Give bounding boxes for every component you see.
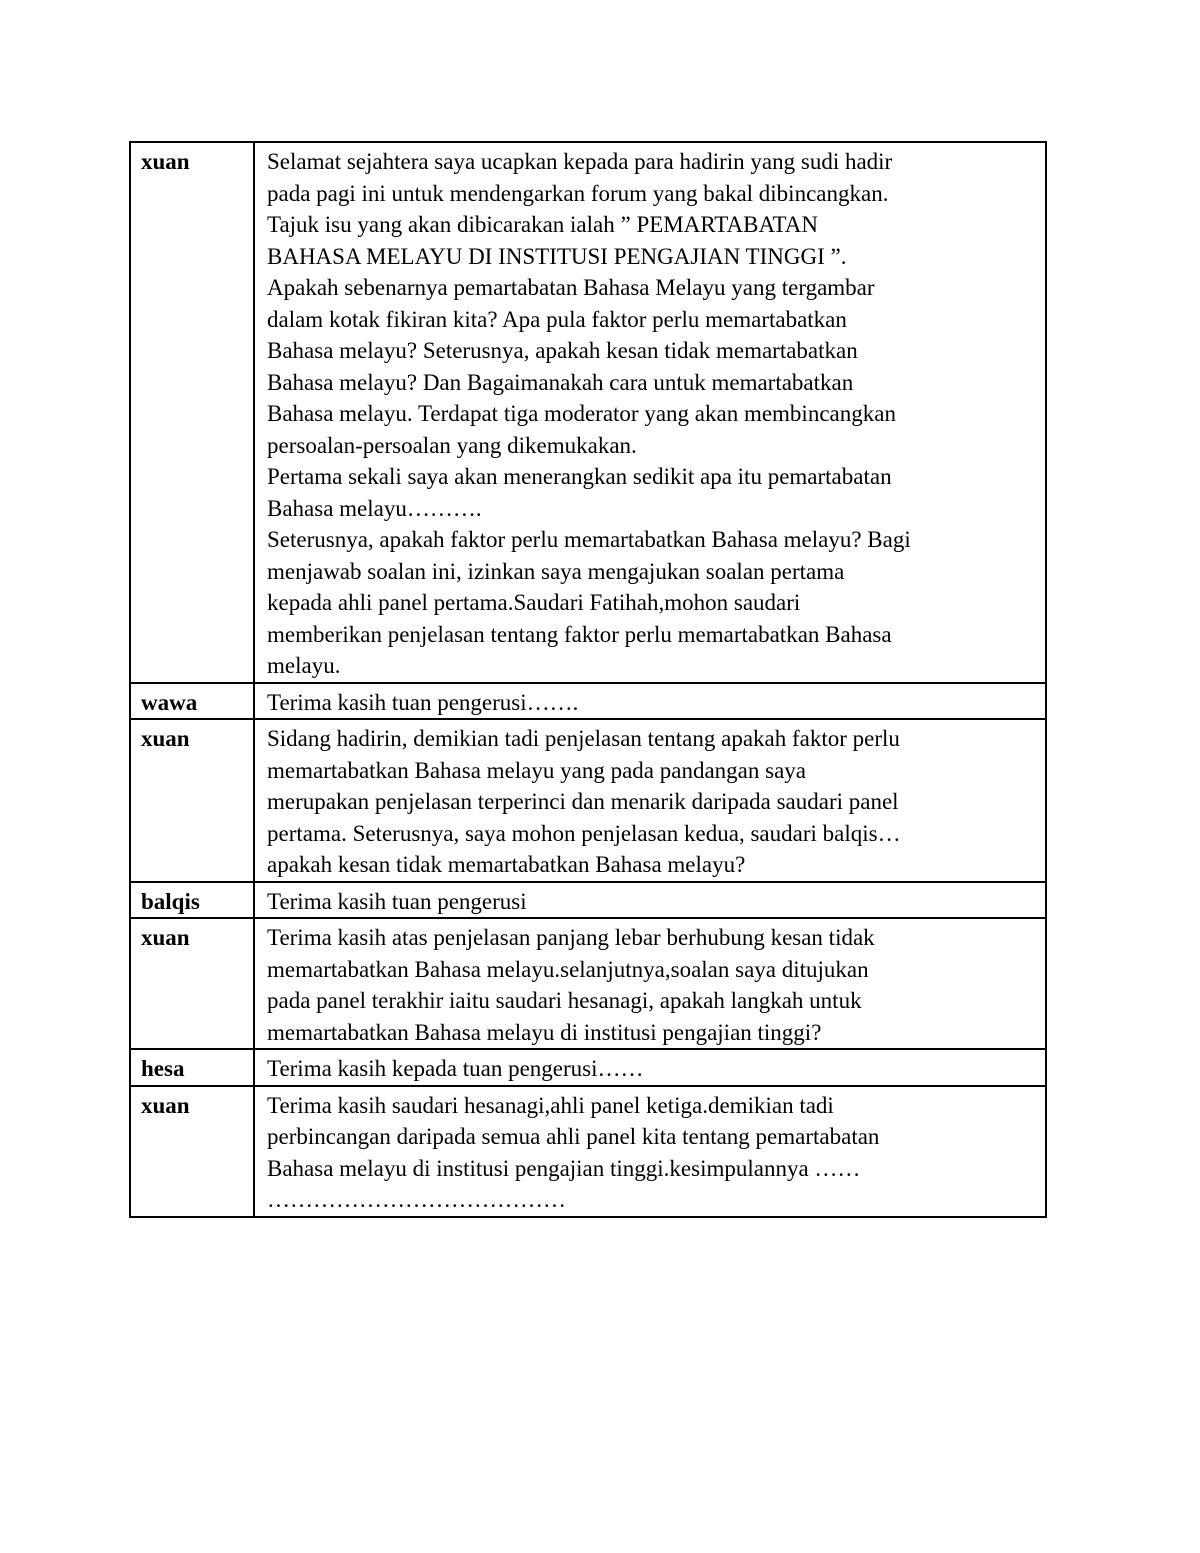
dialogue-row [130, 683, 1046, 720]
speaker-name: wawa [130, 683, 254, 720]
speech-line: Terima kasih atas penjelasan panjang lebar berhubung kesan tidak [267, 925, 875, 950]
speech-line: BAHASA MELAYU DI INSTITUSI PENGAJIAN TINGGI ”. [267, 243, 847, 269]
speaker-name: hesa [130, 1049, 254, 1086]
speech-line: Bahasa melayu? Dan Bagaimanakah cara untuk memartabatkan [267, 369, 854, 395]
speech-line: apakah kesan tidak memartabatkan Bahasa melayu? [267, 852, 746, 877]
speech-line: melayu. [267, 653, 341, 678]
speaker-name: xuan [130, 918, 254, 1049]
speech-line: Bahasa melayu. Terdapat tiga moderator yang akan membincangkan [267, 401, 896, 426]
speech-text [254, 918, 1046, 1049]
speech-line: memartabatkan Bahasa melayu di institusi pengajian tinggi? [267, 1019, 822, 1045]
speaker-name: xuan [130, 1086, 254, 1217]
dialogue-row [130, 1086, 1046, 1217]
dialogue-row [130, 142, 1046, 683]
speech-line: memartabatkan Bahasa melayu yang pada pandangan saya [267, 757, 806, 783]
speech-text [254, 1086, 1046, 1217]
speech-line: Terima kasih saudari hesanagi,ahli panel ketiga.demikian tadi [267, 1092, 834, 1118]
speech-line: Bahasa melayu………. [267, 495, 482, 521]
speaker-name: xuan [130, 719, 254, 882]
speech-line: memberikan penjelasan tentang faktor perlu memartabatkan Bahasa [267, 621, 892, 647]
speech-line: Pertama sekali saya akan menerangkan sedikit apa itu pemartabatan [267, 464, 892, 489]
dialogue-row [130, 882, 1046, 919]
speech-line: Tajuk isu yang akan dibicarakan ialah ” PEMARTABATAN [267, 212, 818, 237]
speech-text [254, 719, 1046, 882]
speech-line: Bahasa melayu? Seterusnya, apakah kesan tidak memartabatkan [267, 338, 858, 363]
speech-line: kepada ahli panel pertama.Saudari Fatihah,mohon saudari [267, 590, 801, 615]
forum-script-table [129, 141, 1047, 1218]
speech-line: dalam kotak fikiran kita? Apa pula faktor perlu memartabatkan [267, 306, 847, 332]
speech-text [254, 882, 1046, 919]
speech-line: Bahasa melayu di institusi pengajian tinggi.kesimpulannya …… [267, 1155, 861, 1181]
speech-line: Terima kasih tuan pengerusi [267, 888, 527, 914]
speech-line: menjawab soalan ini, izinkan saya mengajukan soalan pertama [267, 558, 845, 584]
speech-text [254, 1049, 1046, 1086]
speech-text [254, 683, 1046, 720]
speech-line: memartabatkan Bahasa melayu.selanjutnya,soalan saya ditujukan [267, 956, 869, 982]
forum-script-body [130, 142, 1046, 1217]
speech-line: Sidang hadirin, demikian tadi penjelasan tentang apakah faktor perlu [267, 726, 900, 751]
speech-line: Seterusnya, apakah faktor perlu memartabatkan Bahasa melayu? Bagi [267, 527, 911, 552]
speech-line: Terima kasih tuan pengerusi……. [267, 689, 579, 715]
speech-line: persoalan-persoalan yang dikemukakan. [267, 432, 637, 458]
speech-line: Apakah sebenarnya pemartabatan Bahasa Melayu yang tergambar [267, 275, 875, 300]
speaker-name: xuan [130, 142, 254, 683]
speech-text [254, 142, 1046, 683]
dialogue-row [130, 719, 1046, 882]
speech-line: perbincangan daripada semua ahli panel kita tentang pemartabatan [267, 1124, 880, 1149]
dialogue-row [130, 1049, 1046, 1086]
dialogue-row [130, 918, 1046, 1049]
speech-line: Terima kasih kepada tuan pengerusi…… [267, 1056, 644, 1081]
speech-line: pertama. Seterusnya, saya mohon penjelasan kedua, saudari balqis… [267, 820, 901, 846]
speech-line: ………………………………… [267, 1187, 566, 1212]
speech-line: Selamat sejahtera saya ucapkan kepada para hadirin yang sudi hadir [267, 149, 893, 174]
speech-line: pada pagi ini untuk mendengarkan forum yang bakal dibincangkan. [267, 180, 889, 206]
speech-line: merupakan penjelasan terperinci dan menarik daripada saudari panel [267, 789, 899, 814]
speaker-name: balqis [130, 882, 254, 919]
speech-line: pada panel terakhir iaitu saudari hesanagi, apakah langkah untuk [267, 988, 862, 1013]
